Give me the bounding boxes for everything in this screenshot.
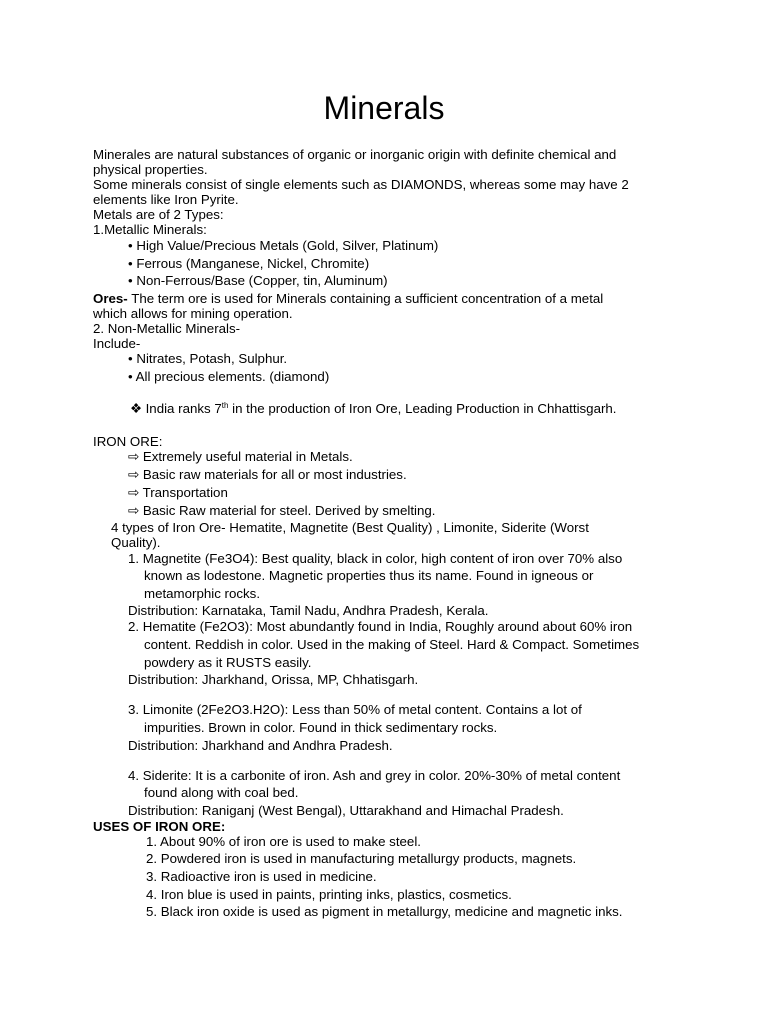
magnetite-line: metamorphic rocks. — [144, 586, 261, 601]
magnetite-line: known as lodestone. Magnetic properties thus its name. Found in igneous or — [144, 568, 594, 583]
siderite-distribution: Distribution: Raniganj (West Bengal), Uttarakhand and Himachal Pradesh. — [128, 803, 564, 818]
uses-item: 2. Powdered iron is used in manufacturing metallurgy products, magnets. — [146, 851, 577, 866]
uses-item: 1. About 90% of iron ore is used to make steel. — [146, 834, 421, 849]
hematite-distribution: Distribution: Jharkhand, Orissa, MP, Chhatisgarh. — [128, 672, 419, 687]
iron-ore-types: 4 types of Iron Ore- Hematite, Magnetite (Best Quality) , Limonite, Siderite (Worst — [111, 520, 589, 535]
uses-item: 4. Iron blue is used in paints, printing inks, plastics, cosmetics. — [146, 887, 512, 902]
limonite-distribution: Distribution: Jharkhand and Andhra Pradesh. — [128, 738, 393, 753]
uses-heading: USES OF IRON ORE: — [93, 819, 226, 834]
intro-line: elements like Iron Pyrite. — [93, 192, 239, 207]
metallic-bullet: • Non-Ferrous/Base (Copper, tin, Aluminum) — [128, 273, 388, 288]
india-rank-line: ❖ India ranks 7th in the production of Iron Ore, Leading Production in Chhattisgarh. — [130, 401, 617, 416]
ores-text: The term ore is used for Minerals containing a sufficient concentration of a metal — [127, 291, 604, 306]
intro-line: Some minerals consist of single elements such as DIAMONDS, whereas some may have 2 — [93, 177, 629, 192]
iron-ore-bullet: ⇨ Transportation — [128, 485, 228, 500]
intro-line: physical properties. — [93, 162, 208, 177]
limonite-line: 3. Limonite (2Fe2O3.H2O): Less than 50% of metal content. Contains a lot of — [128, 702, 582, 717]
ordinal-suffix: th — [221, 401, 229, 410]
magnetite-line: 1. Magnetite (Fe3O4): Best quality, black in color, high content of iron over 70% also — [128, 551, 623, 566]
iron-ore-bullet: ⇨ Extremely useful material in Metals. — [128, 449, 353, 464]
hematite-line: 2. Hematite (Fe2O3): Most abundantly found in India, Roughly around about 60% iron — [128, 619, 633, 634]
hematite-line: powdery as it RUSTS easily. — [144, 655, 312, 670]
diamond-bullet-icon: ❖ — [130, 401, 142, 416]
limonite-line: impurities. Brown in color. Found in thick sedimentary rocks. — [144, 720, 498, 735]
page-title: Minerals — [323, 90, 445, 126]
ores-line: which allows for mining operation. — [93, 306, 293, 321]
siderite-line: found along with coal bed. — [144, 785, 299, 800]
metallic-bullet: • Ferrous (Manganese, Nickel, Chromite) — [128, 256, 370, 271]
nonmetallic-bullet: • All precious elements. (diamond) — [128, 369, 330, 384]
uses-item: 3. Radioactive iron is used in medicine. — [146, 869, 377, 884]
intro-line: Metals are of 2 Types: — [93, 207, 224, 222]
metallic-bullet: • High Value/Precious Metals (Gold, Silver, Platinum) — [128, 238, 439, 253]
uses-item: 5. Black iron oxide is used as pigment in metallurgy, medicine and magnetic inks. — [146, 904, 623, 919]
iron-ore-heading: IRON ORE: — [93, 434, 163, 449]
ores-line — [93, 291, 603, 306]
iron-ore-types: Quality). — [111, 535, 161, 550]
iron-ore-bullet: ⇨ Basic raw materials for all or most industries. — [128, 467, 407, 482]
ores-label: Ores- — [93, 291, 128, 306]
nonmetallic-include: Include- — [93, 336, 141, 351]
iron-ore-bullet: ⇨ Basic Raw material for steel. Derived by smelting. — [128, 503, 436, 518]
nonmetallic-bullet: • Nitrates, Potash, Sulphur. — [128, 351, 288, 366]
magnetite-distribution: Distribution: Karnataka, Tamil Nadu, Andhra Pradesh, Kerala. — [128, 603, 489, 618]
nonmetallic-heading: 2. Non-Metallic Minerals- — [93, 321, 241, 336]
siderite-line: 4. Siderite: It is a carbonite of iron. Ash and grey in color. 20%-30% of metal content — [128, 768, 621, 783]
hematite-line: content. Reddish in color. Used in the making of Steel. Hard & Compact. Sometimes — [144, 637, 640, 652]
intro-line: Minerales are natural substances of organic or inorganic origin with definite chemical and — [93, 147, 617, 162]
intro-line: 1.Metallic Minerals: — [93, 222, 207, 237]
